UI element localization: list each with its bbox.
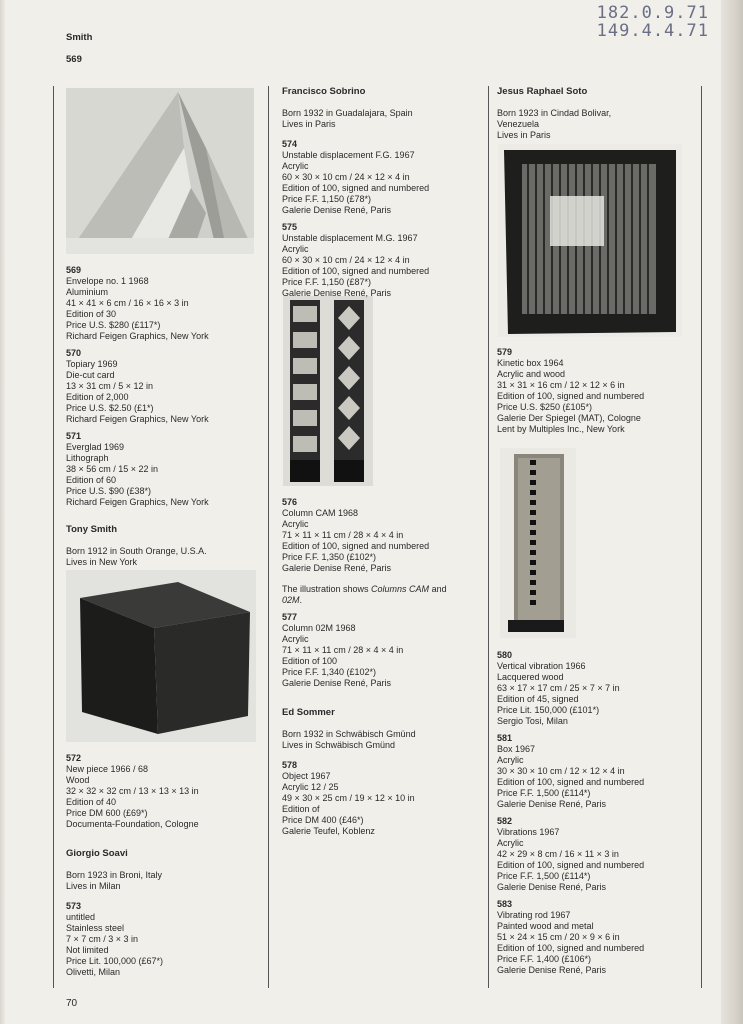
entry-line: 7 × 7 cm / 3 × 3 in bbox=[66, 934, 139, 944]
artist-name: Tony Smith bbox=[66, 524, 118, 535]
column-2 bbox=[282, 86, 482, 305]
entry-line: Acrylic bbox=[497, 755, 524, 765]
entry-line: Price F.F. 1,500 (£114*) bbox=[497, 788, 591, 798]
entry-line: Edition of 100, signed and numbered bbox=[282, 266, 430, 276]
catalogue-entry-571 bbox=[66, 431, 262, 508]
entry-line: Price U.S. $2.50 (£1*) bbox=[66, 403, 154, 413]
artist-name: Ed Sommer bbox=[282, 707, 335, 718]
column-2-lower bbox=[282, 497, 482, 843]
entry-line: untitled bbox=[66, 912, 96, 922]
illustration-note bbox=[282, 584, 482, 606]
entry-line: 13 × 31 cm / 5 × 12 in bbox=[66, 381, 154, 391]
artist-bio bbox=[282, 108, 482, 130]
note-text: The illustration shows bbox=[282, 584, 372, 594]
entry-line: Galerie Denise René, Paris bbox=[282, 678, 392, 688]
bio-line: Venezuela bbox=[497, 119, 540, 129]
entry-line: Acrylic bbox=[282, 244, 309, 254]
catalogue-entry-574 bbox=[282, 139, 482, 216]
entry-number: 578 bbox=[282, 760, 298, 770]
entry-line: 32 × 32 × 32 cm / 13 × 13 × 13 in bbox=[66, 786, 199, 796]
entry-number: 577 bbox=[282, 612, 298, 622]
catalogue-entry-573 bbox=[66, 901, 262, 978]
entry-line: 63 × 17 × 17 cm / 25 × 7 × 7 in bbox=[497, 683, 620, 693]
photo-new-piece-cube bbox=[66, 570, 256, 742]
photo-column-cam-and-02m bbox=[283, 296, 373, 486]
entry-line: 71 × 11 × 11 cm / 28 × 4 × 4 in bbox=[282, 530, 404, 540]
entry-line: Galerie Teufel, Koblenz bbox=[282, 826, 375, 836]
bio-line: Born 1932 in Schwäbisch Gmünd bbox=[282, 729, 416, 739]
entry-line: Galerie Denise René, Paris bbox=[282, 288, 392, 298]
entry-line: 41 × 41 × 6 cm / 16 × 16 × 3 in bbox=[66, 298, 189, 308]
entry-number: 574 bbox=[282, 139, 298, 149]
catalogue-entry-569 bbox=[66, 265, 262, 342]
entry-line: 42 × 29 × 8 cm / 16 × 11 × 3 in bbox=[497, 849, 619, 859]
entry-line: Acrylic bbox=[282, 161, 309, 171]
entry-line: Price F.F. 1,150 (£87*) bbox=[282, 277, 372, 287]
entry-line: Object 1967 bbox=[282, 771, 331, 781]
bio-line: Born 1932 in Guadalajara, Spain bbox=[282, 108, 413, 118]
entry-line: Acrylic bbox=[282, 634, 309, 644]
entry-line: Stainless steel bbox=[66, 923, 125, 933]
entry-line: Price F.F. 1,500 (£114*) bbox=[497, 871, 591, 881]
artist-name: Giorgio Soavi bbox=[66, 848, 128, 859]
catalogue-entry-578 bbox=[282, 760, 482, 837]
entry-line: Edition of bbox=[282, 804, 320, 814]
entry-line: Aluminium bbox=[66, 287, 109, 297]
note-italic-title: Columns CAM bbox=[371, 584, 430, 594]
entry-number: 580 bbox=[497, 650, 513, 660]
running-head-name: Smith bbox=[66, 32, 93, 43]
entry-line: Price U.S. $250 (£105*) bbox=[497, 402, 593, 412]
note-italic-title: 02M bbox=[282, 595, 300, 605]
entry-line: Price F.F. 1,350 (£102*) bbox=[282, 552, 377, 562]
entry-line: Galerie Der Spiegel (MAT), Cologne bbox=[497, 413, 641, 423]
entry-line: 31 × 31 × 16 cm / 12 × 12 × 6 in bbox=[497, 380, 625, 390]
artist-bio bbox=[282, 729, 482, 751]
artist-bio bbox=[497, 108, 697, 141]
entry-line: Sergio Tosi, Milan bbox=[497, 716, 568, 726]
entry-line: Unstable displacement F.G. 1967 bbox=[282, 150, 415, 160]
column-3-lower bbox=[497, 650, 697, 982]
entry-number: 571 bbox=[66, 431, 82, 441]
catalogue-entry-580 bbox=[497, 650, 697, 727]
handwritten-line: 182.0.9.71 bbox=[596, 3, 709, 23]
column-1 bbox=[66, 265, 262, 577]
entry-line: Edition of 100, signed and numbered bbox=[282, 541, 430, 551]
column-rule bbox=[268, 86, 269, 988]
entry-line: Price F.F. 1,400 (£106*) bbox=[497, 954, 592, 964]
catalogue-entry-583 bbox=[497, 899, 697, 976]
entry-line: Price DM 400 (£46*) bbox=[282, 815, 364, 825]
entry-line: Olivetti, Milan bbox=[66, 967, 121, 977]
entry-number: 581 bbox=[497, 733, 513, 743]
entry-line: Column 02M 1968 bbox=[282, 623, 356, 633]
column-rule bbox=[53, 86, 54, 988]
entry-line: Lacquered wood bbox=[497, 672, 564, 682]
entry-number: 570 bbox=[66, 348, 82, 358]
photo-envelope-no-1 bbox=[66, 88, 254, 254]
catalogue-entry-575 bbox=[282, 222, 482, 299]
book-binding bbox=[721, 0, 743, 1024]
entry-line: Price U.S. $280 (£117*) bbox=[66, 320, 161, 330]
entry-line: 60 × 30 × 10 cm / 24 × 12 × 4 in bbox=[282, 255, 410, 265]
entry-number: 582 bbox=[497, 816, 513, 826]
entry-line: Galerie Denise René, Paris bbox=[497, 882, 607, 892]
bio-line: Born 1923 in Cindad Bolivar, bbox=[497, 108, 612, 118]
entry-line: Price Lit. 100,000 (£67*) bbox=[66, 956, 164, 966]
column-3-middle bbox=[497, 347, 697, 441]
entry-line: 30 × 30 × 10 cm / 12 × 12 × 4 in bbox=[497, 766, 625, 776]
page-number: 70 bbox=[66, 998, 78, 1009]
catalogue-entry-576 bbox=[282, 497, 482, 574]
entry-line: Edition of 45, signed bbox=[497, 694, 579, 704]
catalogue-entry-572 bbox=[66, 753, 262, 830]
entry-line: Price F.F. 1,150 (£78*) bbox=[282, 194, 372, 204]
note-text: and bbox=[429, 584, 447, 594]
entry-line: Richard Feigen Graphics, New York bbox=[66, 497, 209, 507]
entry-line: 49 × 30 × 25 cm / 19 × 12 × 10 in bbox=[282, 793, 415, 803]
artist-name: Francisco Sobrino bbox=[282, 86, 366, 97]
entry-line: Box 1967 bbox=[497, 744, 536, 754]
entry-line: Vertical vibration 1966 bbox=[497, 661, 586, 671]
entry-line: Acrylic 12 / 25 bbox=[282, 782, 339, 792]
entry-line: 60 × 30 × 10 cm / 24 × 12 × 4 in bbox=[282, 172, 410, 182]
page-left-edge bbox=[0, 0, 6, 1024]
photo-vertical-vibration bbox=[500, 448, 576, 638]
entry-line: Edition of 60 bbox=[66, 475, 117, 485]
entry-line: Edition of 30 bbox=[66, 309, 117, 319]
entry-line: Galerie Denise René, Paris bbox=[282, 205, 392, 215]
entry-line: Edition of 100, signed and numbered bbox=[497, 860, 645, 870]
catalogue-entry-579 bbox=[497, 347, 697, 435]
entry-line: Galerie Denise René, Paris bbox=[282, 563, 392, 573]
entry-line: Edition of 40 bbox=[66, 797, 117, 807]
entry-line: Edition of 100, signed and numbered bbox=[497, 391, 645, 401]
photo-kinetic-box bbox=[498, 144, 682, 337]
entry-line: Galerie Denise René, Paris bbox=[497, 799, 607, 809]
catalogue-entry-581 bbox=[497, 733, 697, 810]
entry-line: Painted wood and metal bbox=[497, 921, 594, 931]
entry-line: Vibrations 1967 bbox=[497, 827, 560, 837]
entry-line: Unstable displacement M.G. 1967 bbox=[282, 233, 418, 243]
entry-number: 575 bbox=[282, 222, 298, 232]
artist-bio bbox=[66, 870, 262, 892]
entry-line: Lithograph bbox=[66, 453, 109, 463]
entry-line: Edition of 100, signed and numbered bbox=[497, 777, 645, 787]
entry-line: Price F.F. 1,340 (£102*) bbox=[282, 667, 377, 677]
entry-line: 71 × 11 × 11 cm / 28 × 4 × 4 in bbox=[282, 645, 404, 655]
bio-line: Lives in Paris bbox=[282, 119, 336, 129]
entry-line: Edition of 100 bbox=[282, 656, 338, 666]
entry-line: Not limited bbox=[66, 945, 109, 955]
entry-line: Die-cut card bbox=[66, 370, 115, 380]
entry-line: Vibrating rod 1967 bbox=[497, 910, 571, 920]
entry-line: Envelope no. 1 1968 bbox=[66, 276, 149, 286]
bio-line: Born 1912 in South Orange, U.S.A. bbox=[66, 546, 207, 556]
bio-line: Lives in Milan bbox=[66, 881, 121, 891]
entry-line: Price Lit. 150,000 (£101*) bbox=[497, 705, 600, 715]
entry-number: 576 bbox=[282, 497, 298, 507]
column-1-lower bbox=[66, 753, 262, 984]
handwritten-note bbox=[597, 4, 709, 40]
entry-line: Wood bbox=[66, 775, 90, 785]
column-3 bbox=[497, 86, 697, 150]
entry-line: New piece 1966 / 68 bbox=[66, 764, 149, 774]
entry-line: Topiary 1969 bbox=[66, 359, 118, 369]
entry-line: Column CAM 1968 bbox=[282, 508, 359, 518]
running-head-number: 569 bbox=[66, 54, 82, 65]
entry-number: 579 bbox=[497, 347, 513, 357]
entry-line: Edition of 2,000 bbox=[66, 392, 129, 402]
bio-line: Lives in Paris bbox=[497, 130, 551, 140]
bio-line: Lives in Schwäbisch Gmünd bbox=[282, 740, 396, 750]
catalogue-entry-582 bbox=[497, 816, 697, 893]
catalogue-entry-577 bbox=[282, 612, 482, 689]
artist-name: Jesus Raphael Soto bbox=[497, 86, 588, 97]
entry-number: 572 bbox=[66, 753, 82, 763]
bio-line: Born 1923 in Broni, Italy bbox=[66, 870, 163, 880]
entry-line: Richard Feigen Graphics, New York bbox=[66, 414, 209, 424]
entry-line: Price U.S. $90 (£38*) bbox=[66, 486, 152, 496]
entry-number: 569 bbox=[66, 265, 82, 275]
entry-line: 38 × 56 cm / 15 × 22 in bbox=[66, 464, 159, 474]
entry-line: Acrylic and wood bbox=[497, 369, 566, 379]
entry-line: Richard Feigen Graphics, New York bbox=[66, 331, 209, 341]
entry-line: 51 × 24 × 15 cm / 20 × 9 × 6 in bbox=[497, 932, 620, 942]
note-text: . bbox=[299, 595, 303, 605]
entry-line: Acrylic bbox=[497, 838, 524, 848]
column-rule bbox=[488, 86, 489, 988]
handwritten-line: 149.4.4.71 bbox=[596, 21, 709, 41]
entry-number: 583 bbox=[497, 899, 513, 909]
entry-line: Documenta-Foundation, Cologne bbox=[66, 819, 199, 829]
artist-bio bbox=[66, 546, 262, 568]
bio-line: Lives in New York bbox=[66, 557, 138, 567]
column-rule bbox=[701, 86, 702, 988]
catalogue-entry-570 bbox=[66, 348, 262, 425]
entry-line: Edition of 100, signed and numbered bbox=[282, 183, 430, 193]
entry-number: 573 bbox=[66, 901, 82, 911]
entry-line: Lent by Multiples Inc., New York bbox=[497, 424, 625, 434]
entry-line: Acrylic bbox=[282, 519, 309, 529]
entry-line: Price DM 600 (£69*) bbox=[66, 808, 148, 818]
entry-line: Kinetic box 1964 bbox=[497, 358, 564, 368]
entry-line: Everglad 1969 bbox=[66, 442, 125, 452]
entry-line: Edition of 100, signed and numbered bbox=[497, 943, 645, 953]
entry-line: Galerie Denise René, Paris bbox=[497, 965, 607, 975]
